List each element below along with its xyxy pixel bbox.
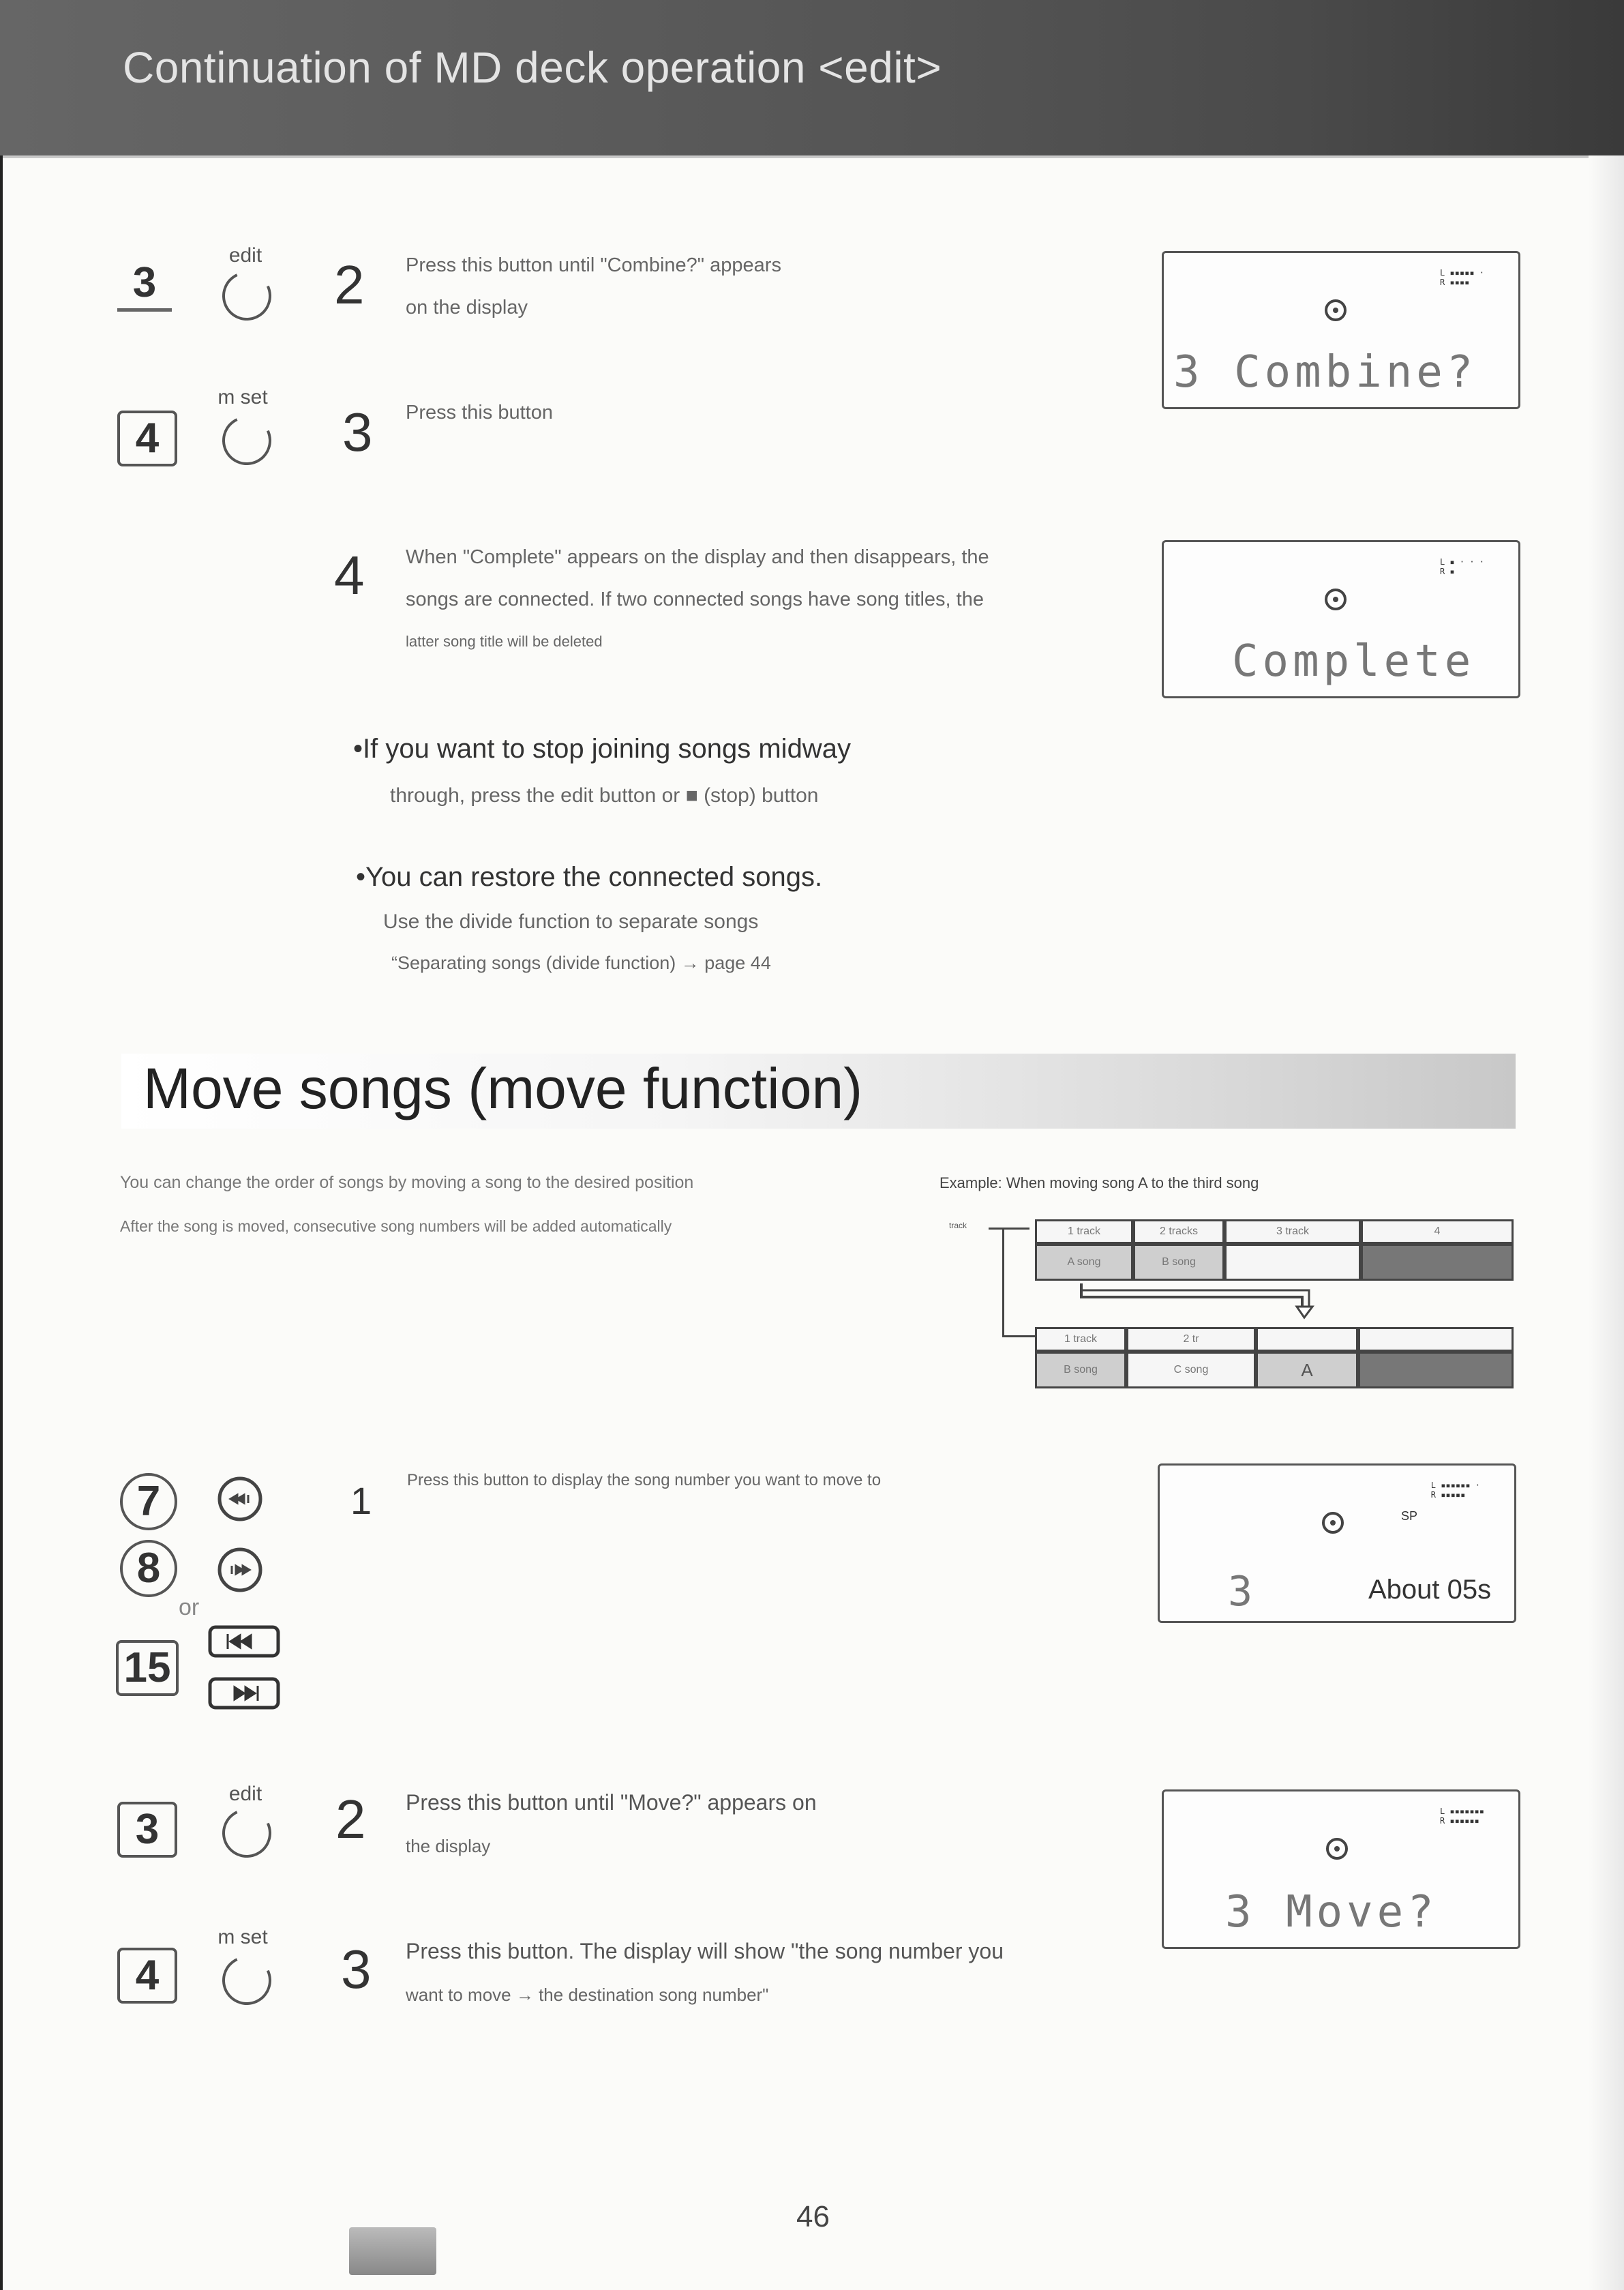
header-title: Continuation of MD deck operation <edit> [123, 43, 942, 92]
lcd-display [1162, 251, 1520, 409]
example-caption: Example: When moving song A to the third song [939, 1174, 1259, 1191]
edit-button-label: edit [228, 244, 262, 267]
step-text-line: on the display [406, 297, 528, 318]
next-track-button-icon[interactable] [207, 1675, 282, 1716]
step-text-line: Press this button to display the song number you want to move to [407, 1471, 882, 1489]
page-number: 46 [796, 2200, 830, 2233]
lcd-display [1162, 1789, 1520, 1949]
key-7: 7 [120, 1473, 177, 1530]
move-arrow-icon [1077, 1279, 1364, 1320]
mset-button-label: m set [217, 1926, 268, 1948]
diagram-cell: 2 tr [1126, 1327, 1256, 1352]
diagram-cell: B song [1133, 1244, 1224, 1281]
mset-button-icon[interactable] [215, 1949, 278, 2012]
edit-button-icon[interactable] [215, 265, 278, 327]
page-header [0, 0, 1624, 158]
diagram-cell: 1 track [1035, 1327, 1126, 1352]
or-label: or [179, 1594, 200, 1620]
step-number: 2 [335, 1789, 366, 1849]
track-label: track [949, 1221, 967, 1230]
lcd-text: 3 Combine? [1173, 347, 1477, 398]
skip-forward-button-icon[interactable] [215, 1545, 265, 1594]
step-number: 2 [334, 254, 365, 315]
lcd-text: Complete [1232, 636, 1475, 687]
md-disc-icon [1322, 1834, 1352, 1861]
arrow-line [1002, 1335, 1036, 1337]
lcd-track-number: 3 [1228, 1568, 1253, 1616]
step-number: 3 [342, 402, 373, 462]
step-text-line: songs are connected. If two connected songs have song titles, the [406, 589, 984, 610]
diagram-cell: A [1256, 1352, 1358, 1388]
right-edge-shadow [1589, 155, 1624, 2290]
level-meter-icon: L ▪▪▪▪▪▪ · R ▪▪▪▪▪ [1430, 1481, 1480, 1500]
note-line: Use the divide function to separate songs [383, 910, 759, 933]
diagram-cell: A song [1035, 1244, 1133, 1281]
diagram-cell [1256, 1327, 1358, 1352]
step-text-line: Press this button [406, 402, 553, 423]
diagram-cell: 2 tracks [1133, 1219, 1224, 1244]
note-heading: •You can restore the connected songs. [356, 862, 823, 892]
key-8: 8 [120, 1540, 177, 1597]
md-disc-icon [1321, 295, 1351, 323]
diagram-cell [1224, 1244, 1361, 1281]
left-edge [0, 155, 3, 2290]
level-meter-icon: L ▪▪▪▪▪ · R ▪▪▪▪ [1439, 268, 1484, 287]
step-text-line: the display [406, 1836, 491, 1856]
note-heading: •If you want to stop joining songs midway [353, 734, 851, 764]
lcd-mode: SP [1401, 1509, 1418, 1523]
note-line: through, press the edit button or ■ (stop) button [390, 784, 819, 807]
diagram-cell: B song [1035, 1352, 1126, 1388]
diagram-cell: 3 track [1224, 1219, 1361, 1244]
arrow-line [1002, 1228, 1004, 1337]
key-15: 15 [116, 1640, 179, 1696]
edit-button-icon[interactable] [215, 1802, 278, 1864]
edit-button-label: edit [228, 1783, 262, 1805]
step-text-line: Press this button until "Combine?" appears [406, 254, 781, 276]
md-disc-icon [1321, 584, 1351, 612]
skip-back-button-icon[interactable] [215, 1474, 265, 1523]
step-number: 1 [350, 1479, 372, 1522]
level-meter-icon: L ▪▪▪▪▪▪▪ R ▪▪▪▪▪▪ [1439, 1806, 1484, 1826]
step-text-line: Press this button. The display will show "the song number you [406, 1939, 1004, 1963]
step-text-line: When "Complete" appears on the display and then disappears, the [406, 546, 989, 568]
diagram-cell [1358, 1352, 1514, 1388]
diagram-cell: 4 [1361, 1219, 1514, 1244]
section-title: Move songs (move function) [143, 1056, 863, 1120]
lcd-text: 3 Move? [1225, 1887, 1438, 1937]
step-number: 3 [341, 1939, 372, 1999]
step-number: 4 [334, 545, 365, 606]
diagram-cell: 1 track [1035, 1219, 1133, 1244]
prev-track-button-icon[interactable] [207, 1623, 282, 1664]
md-disc-icon [1318, 1508, 1348, 1535]
intro-line: You can change the order of songs by moving a song to the desired position [120, 1173, 694, 1192]
key-3: 3 [117, 1802, 177, 1858]
key-3: 3 [117, 258, 172, 312]
lcd-display [1158, 1463, 1516, 1623]
diagram-cell [1358, 1327, 1514, 1352]
lcd-display [1162, 540, 1520, 698]
arrow-line [989, 1228, 1029, 1230]
diagram-cell: C song [1126, 1352, 1256, 1388]
step-text-line: Press this button until "Move?" appears on [406, 1790, 817, 1815]
mset-button-icon[interactable] [215, 409, 278, 472]
diagram-cell [1361, 1244, 1514, 1281]
step-text-line: latter song title will be deleted [406, 633, 603, 650]
key-4: 4 [117, 411, 177, 466]
lcd-time-label: About 05s [1368, 1575, 1492, 1605]
note-line: “Separating songs (divide function) → page 44 [391, 953, 771, 973]
footer-logo [349, 2227, 436, 2275]
key-4: 4 [117, 1948, 177, 2004]
level-meter-icon: L ▪ · · · R ▪ [1439, 557, 1484, 576]
mset-button-label: m set [217, 386, 268, 408]
intro-line: After the song is moved, consecutive song numbers will be added automatically [120, 1217, 672, 1235]
step-text-line: want to move → the destination song number" [406, 1984, 769, 2005]
